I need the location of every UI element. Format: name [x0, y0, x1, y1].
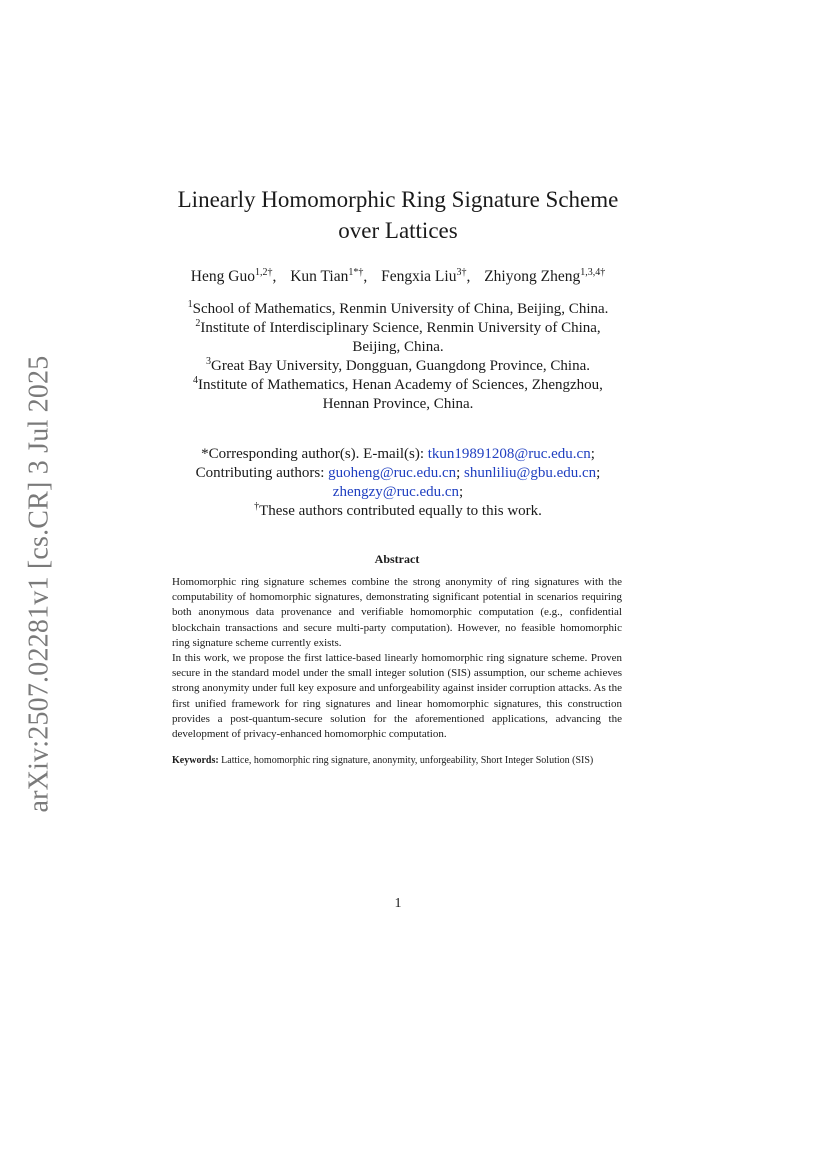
- abstract-paragraph-1: Homomorphic ring signature schemes combine the strong anonymity of ring signatures with the computability of homomorphic signatures, demonstrating significant potential in scenarios requiring both anonymous data provenance and verifiable homomorphic computation (e.g., confidential blockchain transactions and secure multi-party computation). However, no feasible homomorphic ring signature scheme currently exists.: [172, 576, 622, 649]
- contributing-authors-line: Contributing authors: guoheng@ruc.edu.cn; shunliliu@gbu.edu.cn;: [195, 465, 601, 481]
- contributing-label: Contributing authors:: [195, 465, 325, 481]
- author-affiliation-marks: 1,2†: [254, 266, 273, 278]
- author-affiliation-marks: 1*†: [348, 266, 364, 278]
- abstract-paragraph-2: In this work, we propose the first lattice-based linearly homomorphic ring signature scheme. Proven secure in the standard model under the small integer solution (SIS) assumption, our scheme achieves strong anonymity under full key exposure and unforgeability against insider corruption attacks. As the first unified framework for ring signatures and linear homomorphic signatures, this construction provides a post-quantum-secure solution for the aforementioned applications, advancing the development of privacy-enhanced homomorphic computation.: [172, 652, 622, 741]
- title-line-2: over Lattices: [338, 218, 458, 243]
- affiliations: [140, 300, 656, 414]
- abstract-section: [172, 552, 622, 767]
- author-affiliation-marks: 1,3,4†: [580, 266, 606, 278]
- contributing-email-link[interactable]: zhengzy@ruc.edu.cn: [332, 484, 460, 500]
- arxiv-identifier-text: arXiv:2507.02281v1 [cs.CR] 3 Jul 2025: [23, 355, 54, 813]
- equal-contribution-text: These authors contributed equally to this work.: [259, 503, 542, 519]
- author-name: Fengxia Liu: [381, 268, 457, 285]
- author-affiliation-marks: 3†: [456, 266, 467, 278]
- corresponding-email-link[interactable]: tkun19891208@ruc.edu.cn: [427, 446, 591, 462]
- author: Heng Guo$^{1,2\dagger}$,: [190, 266, 277, 285]
- arxiv-identifier: [14, 349, 64, 819]
- affiliation-3: [140, 357, 656, 376]
- contributing-email-link[interactable]: guoheng@ruc.edu.cn: [328, 465, 457, 481]
- affiliation-number: 2: [195, 318, 201, 329]
- affiliation-2-continued: Beijing, China.: [352, 339, 444, 355]
- page-number: 1: [394, 896, 402, 911]
- corresponding-author-line: *Corresponding author(s). E-mail(s): tkun19891208@ruc.edu.cn;: [201, 446, 595, 462]
- affiliation-1: [140, 300, 656, 319]
- author-name: Zhiyong Zheng: [484, 268, 581, 285]
- affiliation-number: 3: [206, 356, 212, 367]
- author: [484, 268, 605, 285]
- author: Fengxia Liu$^{3\dagger}$,: [381, 266, 471, 285]
- paper-title: [150, 184, 646, 246]
- affiliation-text: Great Bay University, Dongguan, Guangdong Province, China.: [211, 358, 590, 374]
- author-name: Kun Tian: [290, 268, 349, 285]
- contact-block: [150, 445, 646, 521]
- affiliation-text: Institute of Interdisciplinary Science, Renmin University of China,: [200, 320, 601, 336]
- author-list: [110, 268, 686, 286]
- equal-contribution-note: [150, 502, 646, 521]
- abstract-heading: Abstract: [374, 552, 420, 566]
- affiliation-number: 4: [193, 375, 199, 386]
- corresponding-label: *Corresponding author(s). E-mail(s):: [201, 446, 424, 462]
- title-line-1: Linearly Homomorphic Ring Signature Scheme: [177, 187, 619, 212]
- affiliation-number: 1: [187, 299, 193, 310]
- affiliation-4-continued: Hennan Province, China.: [322, 396, 474, 412]
- keywords: [172, 755, 622, 767]
- keywords-text: Lattice, homomorphic ring signature, anonymity, unforgeability, Short Integer Solution (SIS): [221, 755, 594, 767]
- affiliation-text: School of Mathematics, Renmin University of China, Beijing, China.: [192, 301, 609, 317]
- keywords-label: Keywords:: [172, 755, 219, 767]
- contributing-email-link[interactable]: shunliliu@gbu.edu.cn: [464, 465, 597, 481]
- affiliation-2: [140, 319, 656, 338]
- contributing-authors-line-continued: zhengzy@ruc.edu.cn;: [332, 484, 464, 500]
- dagger-mark: †: [254, 501, 260, 512]
- author-name: Heng Guo: [190, 268, 255, 285]
- author: Kun Tian$^{1*\dagger}$,: [290, 266, 368, 285]
- affiliation-text: Institute of Mathematics, Henan Academy of Sciences, Zhengzhou,: [198, 377, 603, 393]
- affiliation-4: [140, 376, 656, 395]
